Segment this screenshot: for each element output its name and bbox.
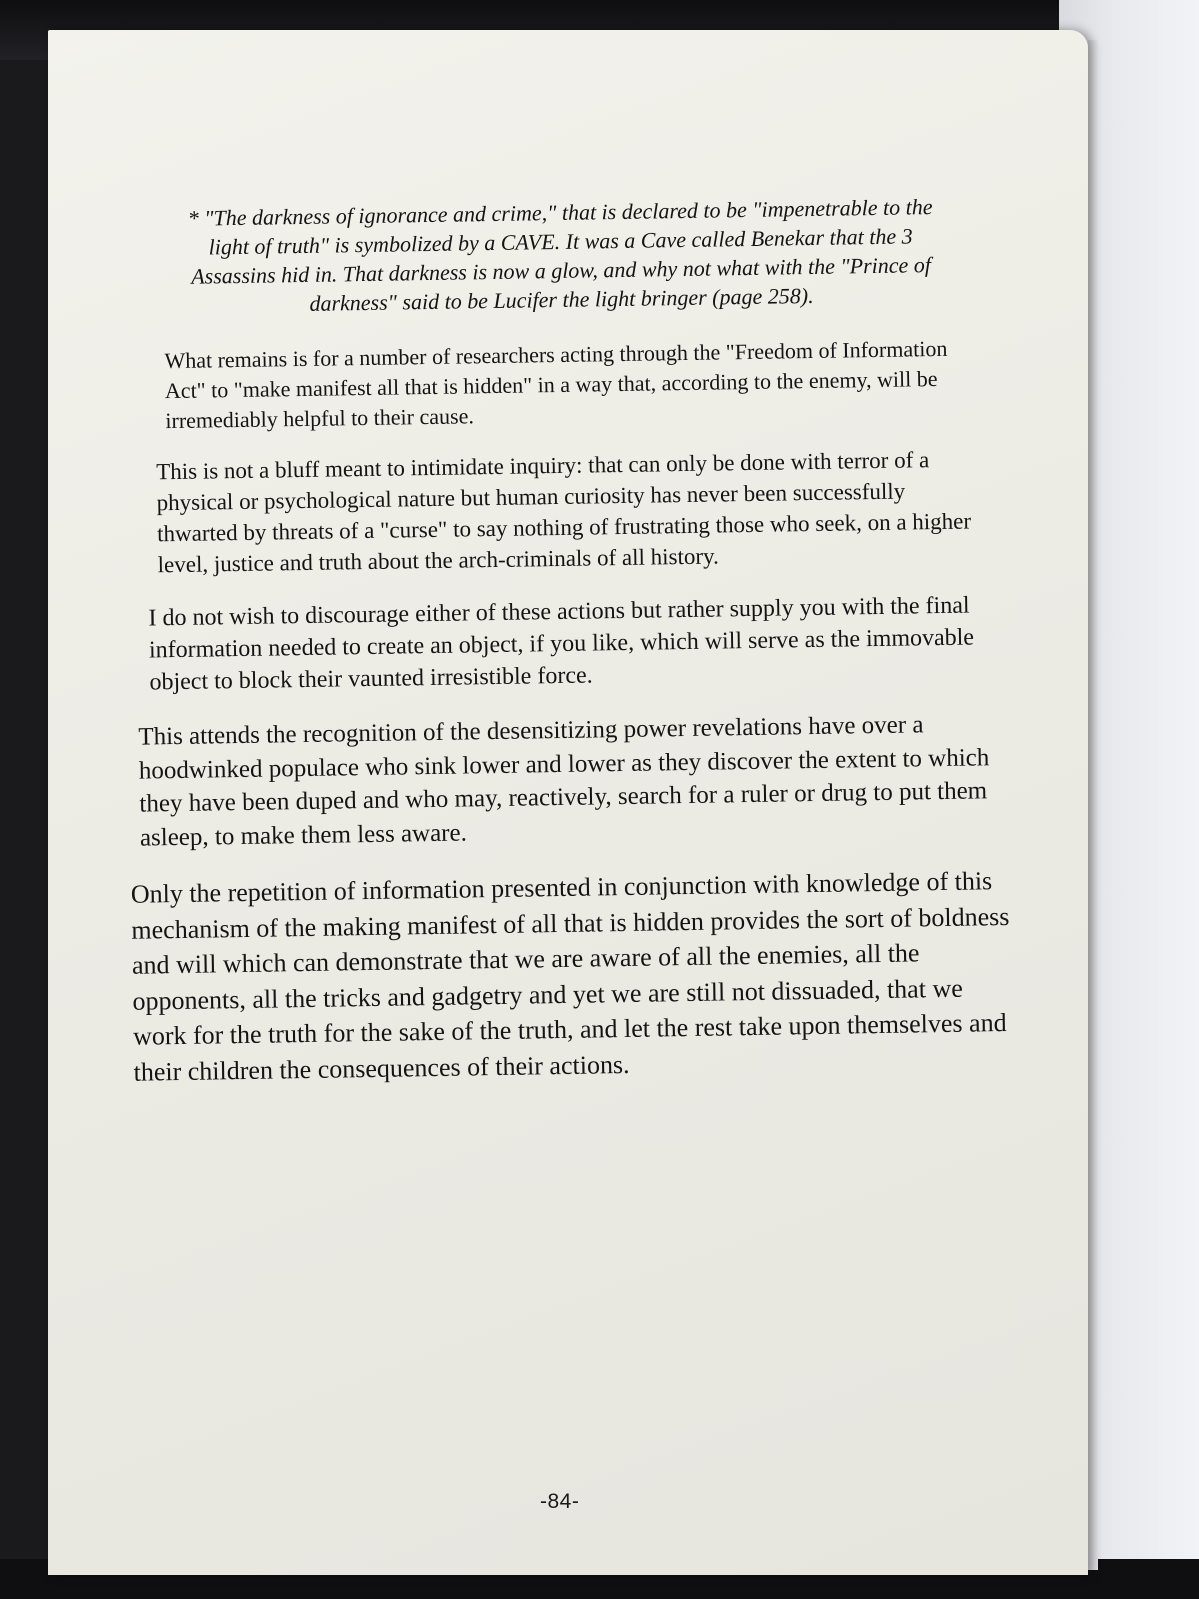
footnote: * "The darkness of ignorance and crime," that is declared to be "impenetrable to the light of truth" is symbolized by a CAVE. It was a Cave called Benekar that the 3 Assassins hid in. That darkness is now a glow, and why not what with the "Prince of darkness" said to be Lucifer the light bringer (page 258). (187, 194, 933, 316)
page-stack-edge (1088, 40, 1098, 1570)
paragraph-4: This attends the recognition of the desensitizing power revelations have over a hoodwinked populace who sink lower and lower as they discover the extent to which they have been duped and who may, reactively, search for a ruler or drug to put them asleep, to make them less aware. (138, 711, 990, 852)
page-number: -84- (540, 1490, 580, 1513)
paragraph-3: I do not wish to discourage either of these actions but rather supply you with the final information needed to create an object, if you like, which will serve as the immovable object to block their vaunted irresistible force. (148, 592, 975, 696)
paragraph-2: This is not a bluff meant to intimidate inquiry: that can only be done with terror of a physical or psychological nature but human curiosity has never been successfully thwarted by threats of a "curse" to say nothing of frustrating those who seek, on a higher level, justice and truth about the arch-criminals of all history. (156, 447, 972, 578)
paragraph-1: What remains is for a number of researchers acting through the "Freedom of Information Act" to "make manifest all that is hidden" in a way that, according to the enemy, will be irremediably helpful to their cause. (164, 335, 948, 434)
page-text-block (110, 191, 1014, 1090)
paragraph-5: Only the repetition of information presented in conjunction with knowledge of this mechanism of the making manifest of all that is hidden provides the sort of boldness and will which can demonstrate that we are aware of all the enemies, all the opponents, all the tricks and gadgetry and yet we are still not dissuaded, that we work for the truth for the sake of the truth, and let the rest take upon themselves and their children the consequences of their actions. (130, 866, 1010, 1087)
